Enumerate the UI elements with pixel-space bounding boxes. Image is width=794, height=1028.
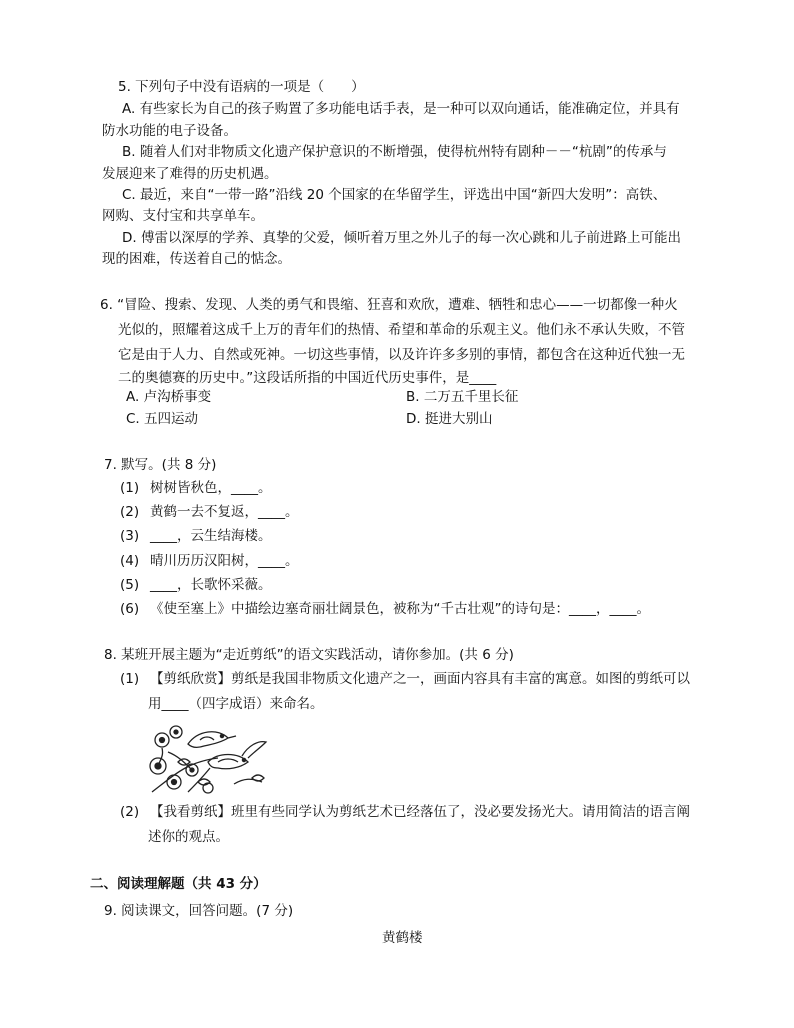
- q8-part1-line1: 【剪纸欣赏】剪纸是我国非物质文化遗产之一，画面内容具有丰富的寓意。如图的剪纸可以: [150, 671, 690, 687]
- q5-option-c-line1: C. 最近，来自“一带一路”沿线 20 个国家的在华留学生，评选出中国“新四大发明”：高铁、: [122, 187, 667, 203]
- q7-item-num: (5): [120, 577, 140, 593]
- q8-part1-num: (1): [120, 671, 140, 687]
- q5-option-d-line1: D. 傅雷以深厚的学养、真挚的父爱，倾听着万里之外儿子的每一次心跳和儿子前进路上可能出: [122, 230, 681, 246]
- q5-option-b-line1: B. 随着人们对非物质文化遗产保护意识的不断增强，使得杭州特有剧种－－“杭剧”的传承与: [122, 144, 667, 160]
- q7-item-num: (4): [120, 553, 140, 569]
- q8-part1-line2: 用____（四字成语）来命名。: [148, 696, 324, 712]
- q7-item-text: 树树皆秋色，____。: [150, 480, 272, 496]
- q6-option-a: A. 卢沟桥事变: [126, 389, 212, 405]
- q6-stem-line2: 光似的，照耀着这成千上万的青年们的热情、希望和革命的乐观主义。他们永不承认失败，不管: [118, 322, 685, 338]
- q6-stem-line1: 6. “冒险、搜索、发现、人类的勇气和畏缩、狂喜和欢欣，遭难、牺牲和忠心——一切都像一种火: [100, 297, 678, 313]
- paper-cut-birds-flowers-icon: [148, 722, 270, 796]
- q7-item-text: 晴川历历汉阳树，____。: [150, 553, 299, 569]
- passage-title: 黄鹤楼: [382, 930, 423, 946]
- q8-title: 8. 某班开展主题为“走近剪纸”的语文实践活动，请你参加。(共 6 分): [104, 647, 514, 663]
- q6-option-d: D. 挺进大别山: [406, 411, 493, 427]
- q8-part2-num: (2): [120, 804, 140, 820]
- section-title: 二、阅读理解题（共 43 分）: [90, 876, 267, 892]
- q6-stem-line4: 二的奥德赛的历史中。”这段话所指的中国近代历史事件，是____: [118, 370, 497, 386]
- q7-title: 7. 默写。(共 8 分): [104, 457, 217, 473]
- q7-item-text: 《使至塞上》中描绘边塞奇丽壮阔景色，被称为“千古壮观”的诗句是：____，____。: [150, 601, 650, 617]
- q5-option-b-line2: 发展迎来了难得的历史机遇。: [102, 166, 278, 182]
- q7-item-num: (3): [120, 528, 140, 544]
- q6-stem-line3: 它是由于人力、自然或死神。一切这些事情，以及许许多多别的事情，都包含在这种近代独一无: [118, 347, 685, 363]
- q5-option-d-line2: 现的困难，传送着自己的惦念。: [102, 251, 291, 267]
- q5-option-a-line2: 防水功能的电子设备。: [102, 123, 237, 139]
- q7-item-text: 黄鹤一去不复返，____。: [150, 504, 299, 520]
- q6-option-c: C. 五四运动: [126, 411, 199, 427]
- q7-item-num: (2): [120, 504, 140, 520]
- q8-part2-line1: 【我看剪纸】班里有些同学认为剪纸艺术已经落伍了，没必要发扬光大。请用简洁的语言阐: [150, 804, 690, 820]
- q7-item-text: ____，云生结海楼。: [150, 528, 272, 544]
- q7-item-num: (6): [120, 601, 140, 617]
- paper-cut-image: [148, 722, 270, 796]
- q6-option-b: B. 二万五千里长征: [406, 389, 519, 405]
- q5-option-a-line1: A. 有些家长为自己的孩子购置了多功能电话手表，是一种可以双向通话，能准确定位，并具有: [122, 101, 680, 117]
- q5-stem: 5. 下列句子中没有语病的一项是（ ）: [118, 79, 365, 95]
- q7-item-text: ____，长歌怀采薇。: [150, 577, 272, 593]
- q9-stem: 9. 阅读课文，回答问题。(7 分): [104, 903, 294, 919]
- q8-part2-line2: 述你的观点。: [148, 829, 229, 845]
- q7-item-num: (1): [120, 480, 140, 496]
- q5-option-c-line2: 网购、支付宝和共享单车。: [102, 208, 264, 224]
